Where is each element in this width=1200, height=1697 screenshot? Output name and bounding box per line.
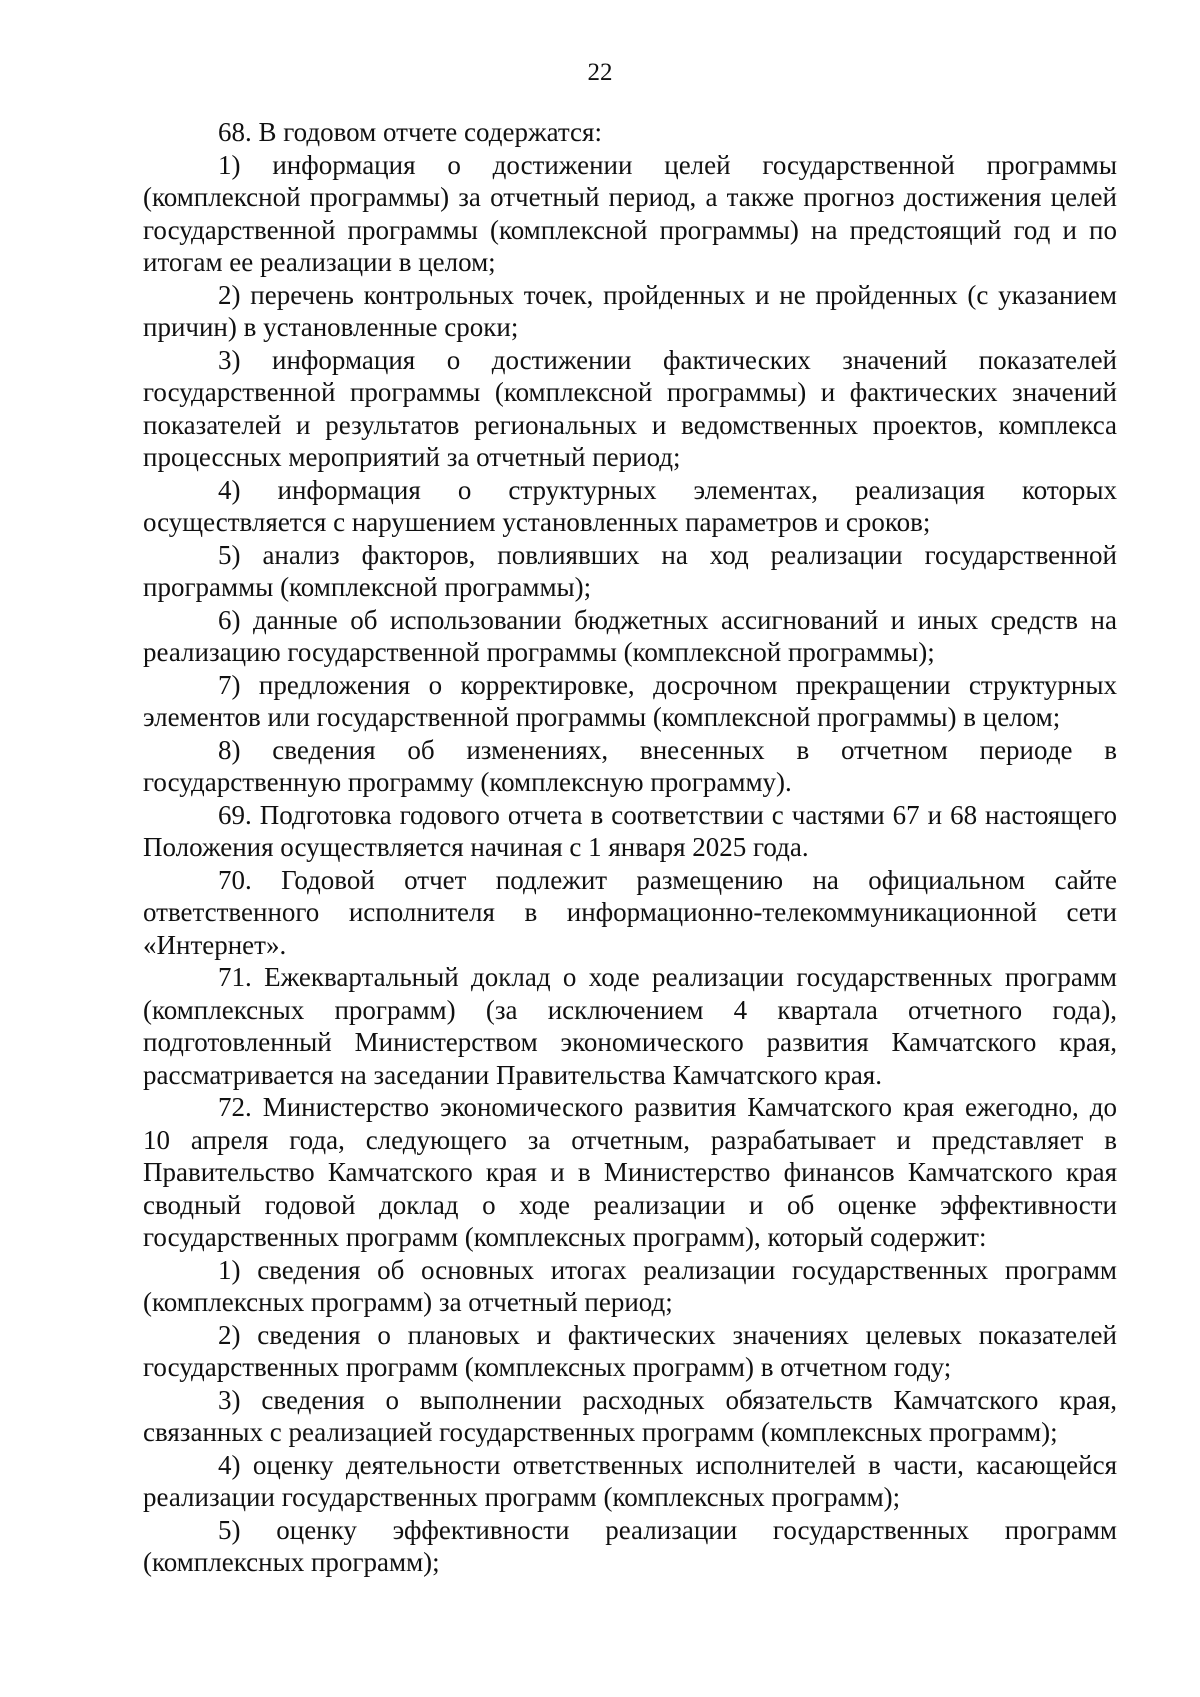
list-item-72-2: 2) сведения о плановых и фактических значениях целевых показателей государственных программ (комплексных программ) в отчетном году; bbox=[143, 1319, 1117, 1382]
list-item-72-3: 3) сведения о выполнении расходных обязательств Камчатского края, связанных с реализацией государственных программ (комплексных программ); bbox=[143, 1384, 1117, 1447]
page-number: 22 bbox=[587, 59, 613, 86]
list-item-72-4: 4) оценку деятельности ответственных исполнителей в части, касающейся реализации государственных программ (комплексных программ); bbox=[143, 1449, 1117, 1512]
paragraph-70: 70. Годовой отчет подлежит размещению на официальном сайте ответственного исполнителя в информационно-телекоммуникационной сети «Интернет». bbox=[143, 864, 1117, 960]
list-item-68-5: 5) анализ факторов, повлиявших на ход реализации государственной программы (комплексной программы); bbox=[143, 539, 1117, 602]
list-item-68-3: 3) информация о достижении фактических значений показателей государственной программы (комплексной программы) и фактических значений показателей и результатов региональных и ведомственных проектов, комплекса процессных мероприятий за отчетный период; bbox=[143, 344, 1117, 472]
list-item-68-1: 1) информация о достижении целей государственной программы (комплексной программы) за отчетный период, а также прогноз достижения целей государственной программы (комплексной программы) на предстоящий год и по итогам ее реализации в целом; bbox=[143, 149, 1117, 277]
list-item-72-5: 5) оценку эффективности реализации государственных программ (комплексных программ); bbox=[143, 1514, 1117, 1577]
paragraph-69: 69. Подготовка годового отчета в соответствии с частями 67 и 68 настоящего Положения осуществляется начиная с 1 января 2025 года. bbox=[143, 799, 1117, 862]
list-item-68-6: 6) данные об использовании бюджетных ассигнований и иных средств на реализацию государственной программы (комплексной программы); bbox=[143, 604, 1117, 667]
list-item-68-7: 7) предложения о корректировке, досрочном прекращении структурных элементов или государственной программы (комплексной программы) в целом; bbox=[143, 669, 1117, 732]
paragraph-71: 71. Ежеквартальный доклад о ходе реализации государственных программ (комплексных программ) (за исключением 4 квартала отчетного года), подготовленный Министерством экономического развития Камчатского края, рассматривается на заседании Правительства Камчатского края. bbox=[143, 962, 1117, 1090]
list-item-72-1: 1) сведения об основных итогах реализации государственных программ (комплексных программ) за отчетный период; bbox=[143, 1254, 1117, 1317]
list-item-68-4: 4) информация о структурных элементах, реализация которых осуществляется с нарушением установленных параметров и сроков; bbox=[143, 474, 1117, 537]
list-item-68-8: 8) сведения об изменениях, внесенных в отчетном периоде в государственную программу (комплексную программу). bbox=[143, 734, 1117, 797]
list-item-68-2: 2) перечень контрольных точек, пройденных и не пройденных (с указанием причин) в установленные сроки; bbox=[143, 279, 1117, 342]
document-body bbox=[143, 116, 1117, 1579]
paragraph-68-intro: 68. В годовом отчете содержатся: bbox=[218, 117, 602, 147]
paragraph-72-intro: 72. Министерство экономического развития Камчатского края ежегодно, до 10 апреля года, следующего за отчетным, разрабатывает и представляет в Правительство Камчатского края и в Министерство финансов Камчатского края сводный годовой доклад о ходе реализации и об оценке эффективности государственных программ (комплексных программ), который содержит: bbox=[143, 1092, 1117, 1252]
